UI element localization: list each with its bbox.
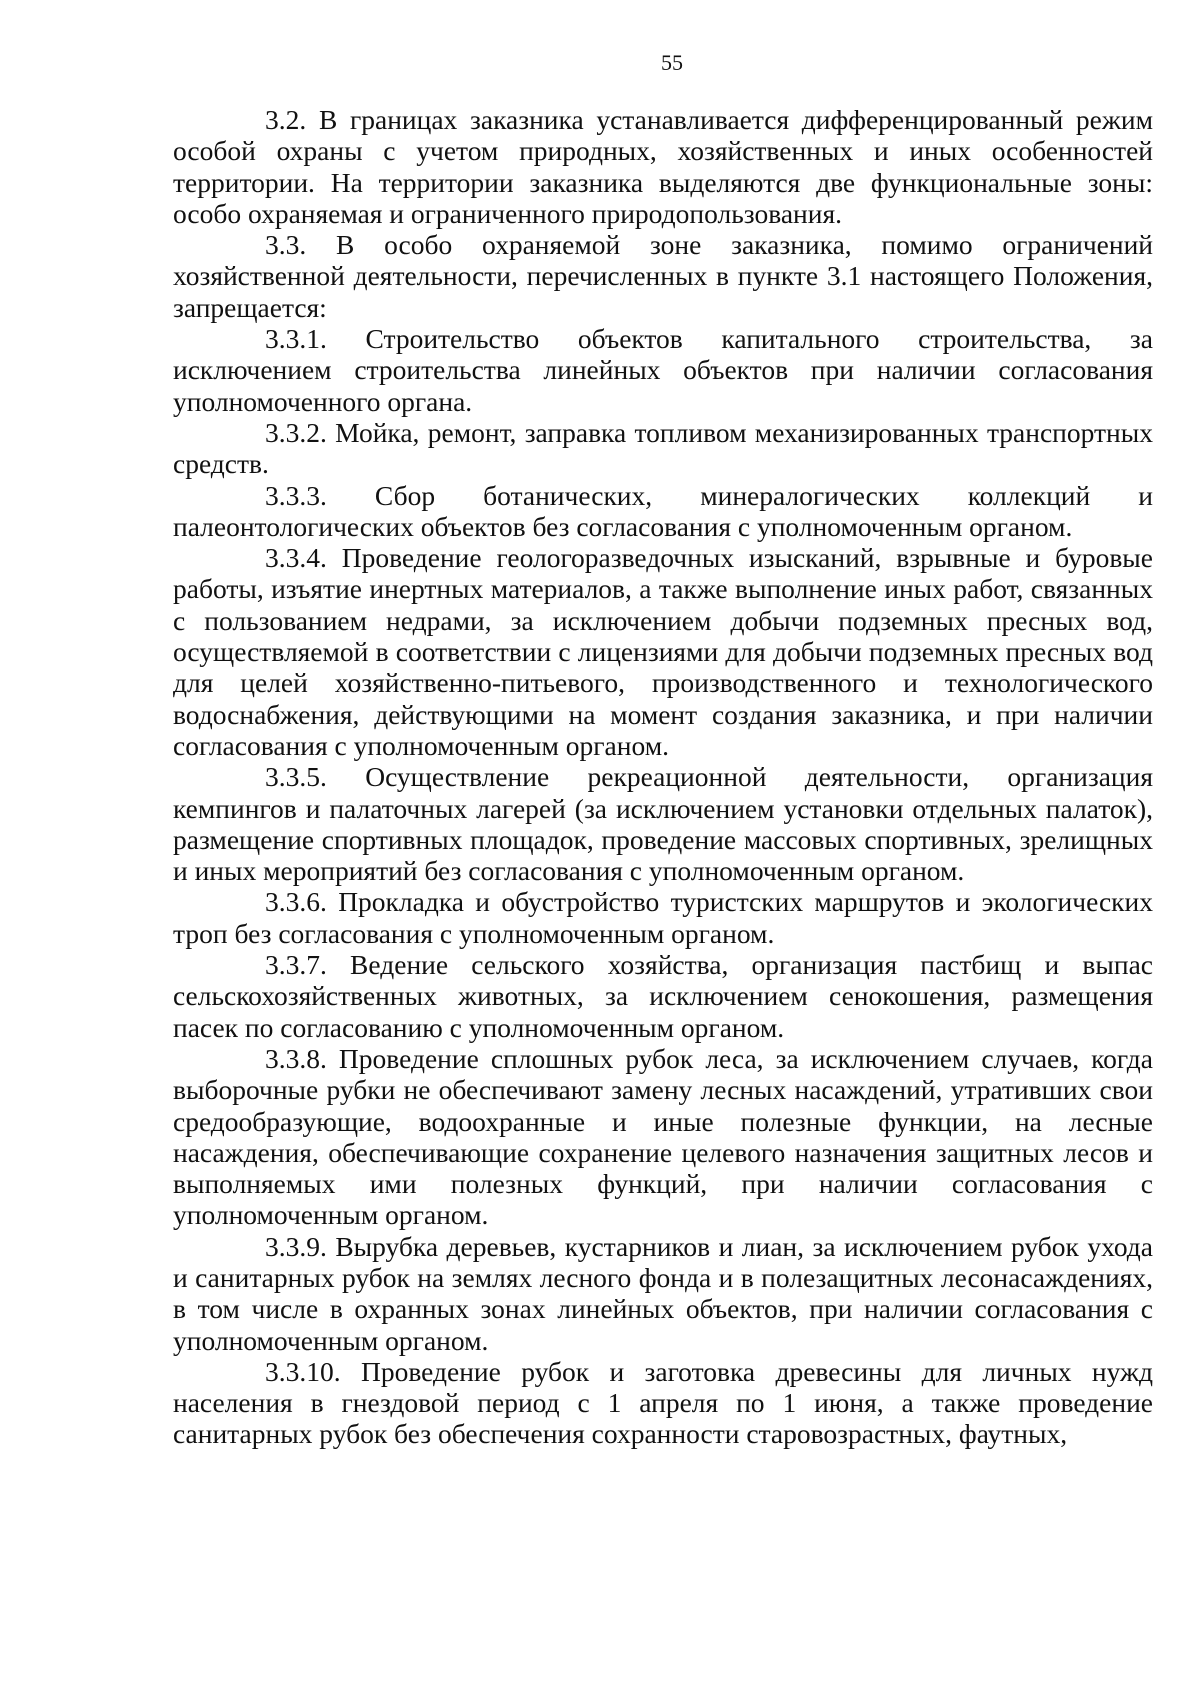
paragraph-3-3-2: 3.3.2. Мойка, ремонт, заправка топливом механизированных транспортных средств. xyxy=(173,416,1153,480)
page-number: 55 xyxy=(661,50,683,75)
paragraph-3-3-5: 3.3.5. Осуществление рекреационной деятельности, организация кемпингов и палаточных лагерей (за исключением установки отдельных палаток), размещение спортивных площадок, проведение массовых спортивных, зрелищных и иных мероприятий без согласования с уполномоченным органом. xyxy=(173,761,1153,887)
paragraph-3-3-1: 3.3.1. Строительство объектов капитального строительства, за исключением строительства линейных объектов при наличии согласования уполномоченного органа. xyxy=(173,323,1153,417)
paragraph-3-3-3: 3.3.3. Сбор ботанических, минералогических коллекций и палеонтологических объектов без согласования с уполномоченным органом. xyxy=(173,479,1153,542)
paragraph-3-3-7: 3.3.7. Ведение сельского хозяйства, организация пастбищ и выпас сельскохозяйственных животных, за исключением сенокошения, размещения пасек по согласованию с уполномоченным органом. xyxy=(173,949,1153,1043)
paragraph-3-3-8: 3.3.8. Проведение сплошных рубок леса, за исключением случаев, когда выборочные рубки не обеспечивают замену лесных насаждений, утративших свои средообразующие, водоохранные и иные полезные функции, на лесные насаждения, обеспечивающие сохранение целевого назначения защитных лесов и выполняемых ими полезных функций, при наличии согласования с уполномоченным органом. xyxy=(173,1042,1153,1231)
paragraph-3-3-9: 3.3.9. Вырубка деревьев, кустарников и лиан, за исключением рубок ухода и санитарных рубок на землях лесного фонда и в полезащитных лесонасаждениях, в том числе в охранных зонах линейных объектов, при наличии согласования с уполномоченным органом. xyxy=(173,1230,1153,1356)
paragraph-3-3: 3.3. В особо охраняемой зоне заказника, помимо ограничений хозяйственной деятельности, перечисленных в пункте 3.1 настоящего Положения, запрещается: xyxy=(173,229,1153,323)
paragraph-3-2: 3.2. В границах заказника устанавливается дифференцированный режим особой охраны с учетом природных, хозяйственных и иных особенностей территории. На территории заказника выделяются две функциональные зоны: особо охраняемая и ограниченного природопользования. xyxy=(173,104,1153,229)
paragraph-3-3-10: 3.3.10. Проведение рубок и заготовка древесины для личных нужд населения в гнездовой период с 1 апреля по 1 июня, а также проведение санитарных рубок без обеспечения сохранности старовозрастных, фаутных, xyxy=(173,1355,1153,1450)
document-body xyxy=(173,104,1153,1450)
paragraph-3-3-6: 3.3.6. Прокладка и обустройство туристских маршрутов и экологических троп без согласования с уполномоченным органом. xyxy=(173,886,1153,949)
paragraph-3-3-4: 3.3.4. Проведение геологоразведочных изысканий, взрывные и буровые работы, изъятие инертных материалов, а также выполнение иных работ, связанных с пользованием недрами, за исключением добычи подземных пресных вод, осуществляемой в соответствии с лицензиями для добычи подземных пресных вод для целей хозяйственно-питьевого, производственного и технологического водоснабжения, действующими на момент создания заказника, и при наличии согласования с уполномоченным органом. xyxy=(173,542,1153,761)
